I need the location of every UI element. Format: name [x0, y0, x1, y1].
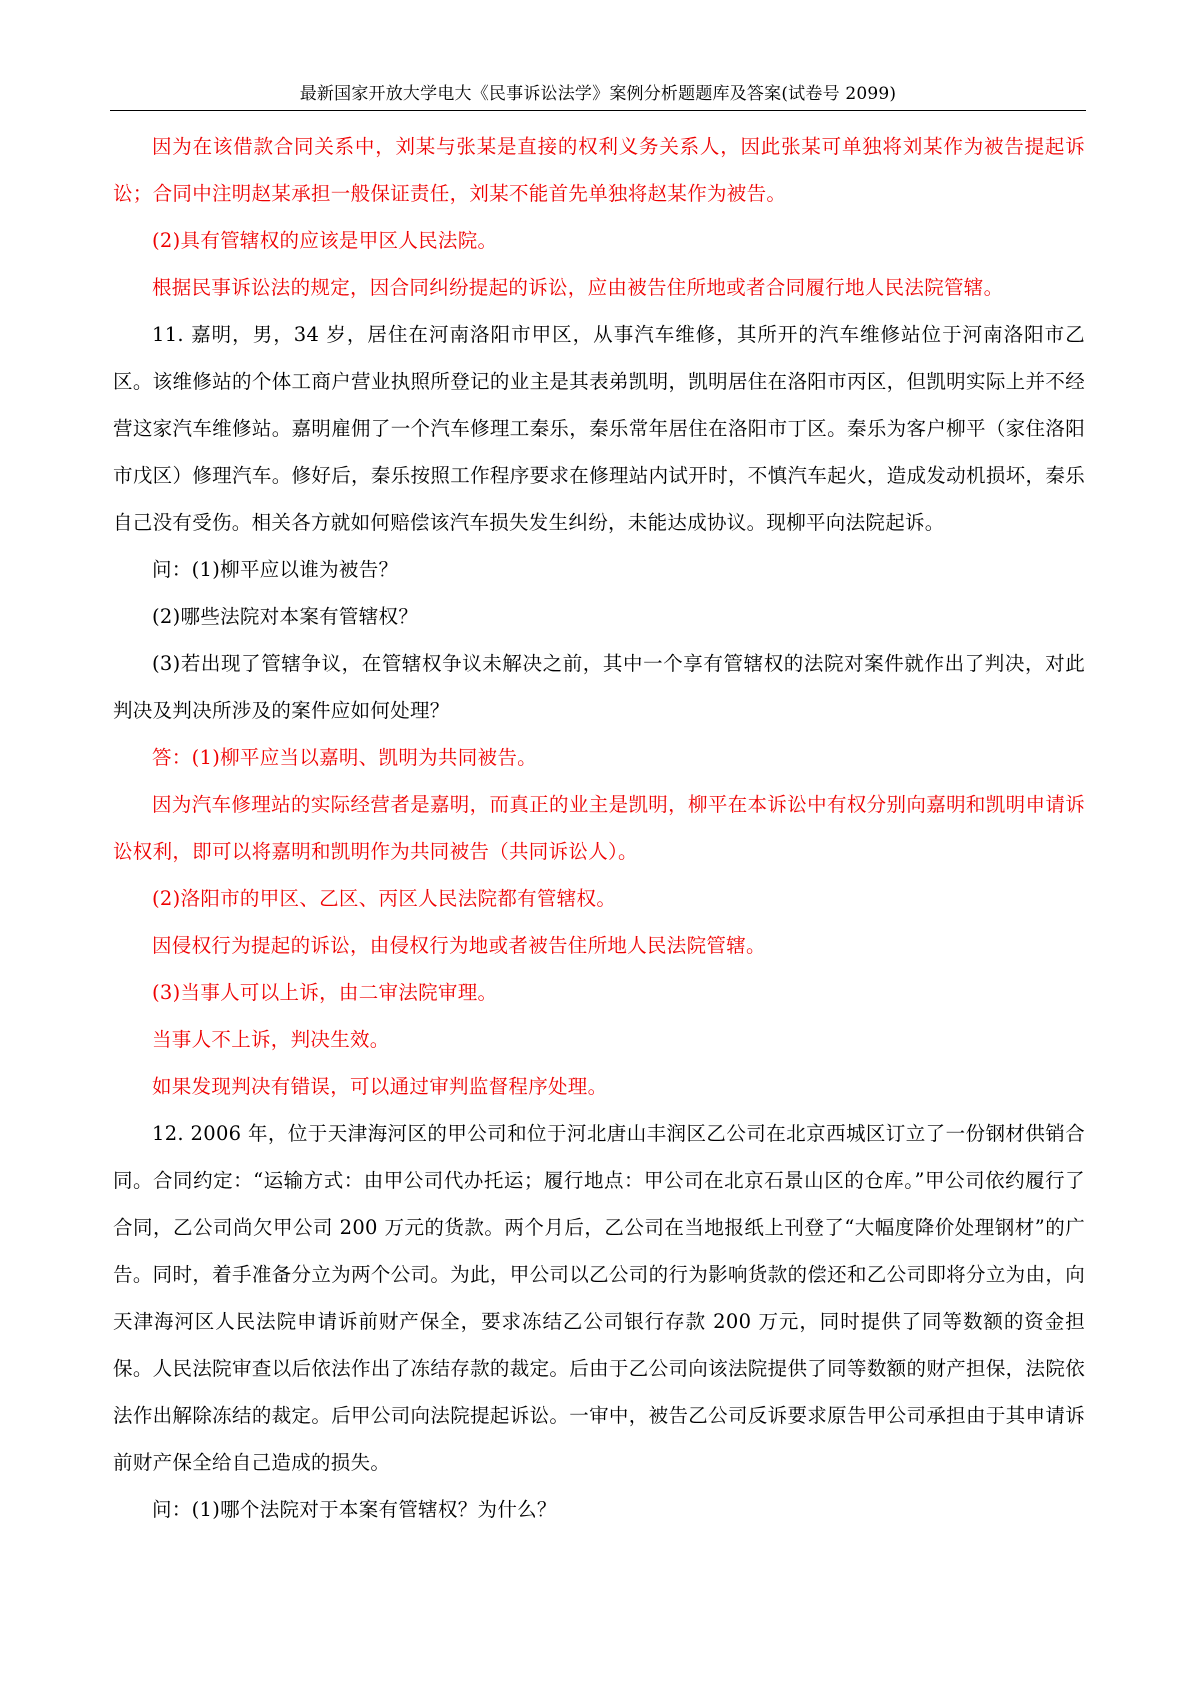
case-12-paragraph: 12. 2006 年，位于天津海河区的甲公司和位于河北唐山丰润区乙公司在北京西城区订立了一份钢材供销合同。合同约定：“运输方式：由甲公司代办托运；履行地点：甲公司在北京石景山区的仓库。”甲公司依约履行了合同，乙公司尚欠甲公司 200 万元的货款。两个月后，乙公司在当地报纸上刊登了“大幅度降价处理钢材”的广告。同时，着手准备分立为两个公司。为此，甲公司以乙公司的行为影响货款的偿还和乙公司即将分立为由，向天津海河区人民法院申请诉前财产保全，要求冻结乙公司银行存款 200 万元，同时提供了同等数额的资金担保。人民法院审查以后依法作出了冻结存款的裁定。后由于乙公司向该法院提供了同等数额的财产担保，法院依法作出解除冻结的裁定。后甲公司向法院提起诉讼。一审中，被告乙公司反诉要求原告甲公司承担由于其申请诉前财产保全给自己造成的损失。	[113, 1122, 1085, 1474]
answer-paragraph: 如果发现判决有错误，可以通过审判监督程序处理。	[152, 1075, 608, 1098]
answer-paragraph: (2)具有管辖权的应该是甲区人民法院。	[152, 229, 498, 252]
answer-paragraph: (2)洛阳市的甲区、乙区、丙区人民法院都有管辖权。	[152, 887, 617, 910]
answer-paragraph: (3)当事人可以上诉，由二审法院审理。	[152, 981, 498, 1004]
question-paragraph: 问：(1)柳平应以谁为被告？	[152, 558, 399, 581]
header-divider	[110, 110, 1086, 111]
answer-paragraph: 当事人不上诉，判决生效。	[152, 1028, 390, 1051]
page-header-title: 最新国家开放大学电大《民事诉讼法学》案例分析题题库及答案(试卷号 2099)	[299, 84, 897, 104]
answer-paragraph: 因侵权行为提起的诉讼，由侵权行为地或者被告住所地人民法院管辖。	[152, 934, 766, 957]
question-paragraph: (3)若出现了管辖争议，在管辖权争议未解决之前，其中一个享有管辖权的法院对案件就作出了判决，对此判决及判决所涉及的案件应如何处理？	[113, 652, 1085, 722]
answer-paragraph: 根据民事诉讼法的规定，因合同纠纷提起的诉讼，应由被告住所地或者合同履行地人民法院管辖。	[152, 276, 1004, 299]
question-paragraph: (2)哪些法院对本案有管辖权？	[152, 605, 419, 628]
question-paragraph: 问：(1)哪个法院对于本案有管辖权？为什么？	[152, 1498, 557, 1521]
answer-paragraph: 因为汽车修理站的实际经营者是嘉明，而真正的业主是凯明，柳平在本诉讼中有权分别向嘉明和凯明申请诉讼权利，即可以将嘉明和凯明作为共同被告（共同诉讼人）。	[113, 793, 1085, 863]
case-11-paragraph: 11. 嘉明，男，34 岁，居住在河南洛阳市甲区，从事汽车维修，其所开的汽车维修站位于河南洛阳市乙区。该维修站的个体工商户营业执照所登记的业主是其表弟凯明，凯明居住在洛阳市丙区，但凯明实际上并不经营这家汽车维修站。嘉明雇佣了一个汽车修理工秦乐，秦乐常年居住在洛阳市丁区。秦乐为客户柳平（家住洛阳市戊区）修理汽车。修好后，秦乐按照工作程序要求在修理站内试开时，不慎汽车起火，造成发动机损坏，秦乐自己没有受伤。相关各方就如何赔偿该汽车损失发生纠纷，未能达成协议。现柳平向法院起诉。	[113, 323, 1085, 534]
document-body	[113, 123, 1085, 1533]
answer-paragraph: 因为在该借款合同关系中，刘某与张某是直接的权利义务关系人，因此张某可单独将刘某作为被告提起诉讼；合同中注明赵某承担一般保证责任，刘某不能首先单独将赵某作为被告。	[113, 135, 1085, 205]
answer-paragraph: 答：(1)柳平应当以嘉明、凯明为共同被告。	[152, 746, 537, 769]
